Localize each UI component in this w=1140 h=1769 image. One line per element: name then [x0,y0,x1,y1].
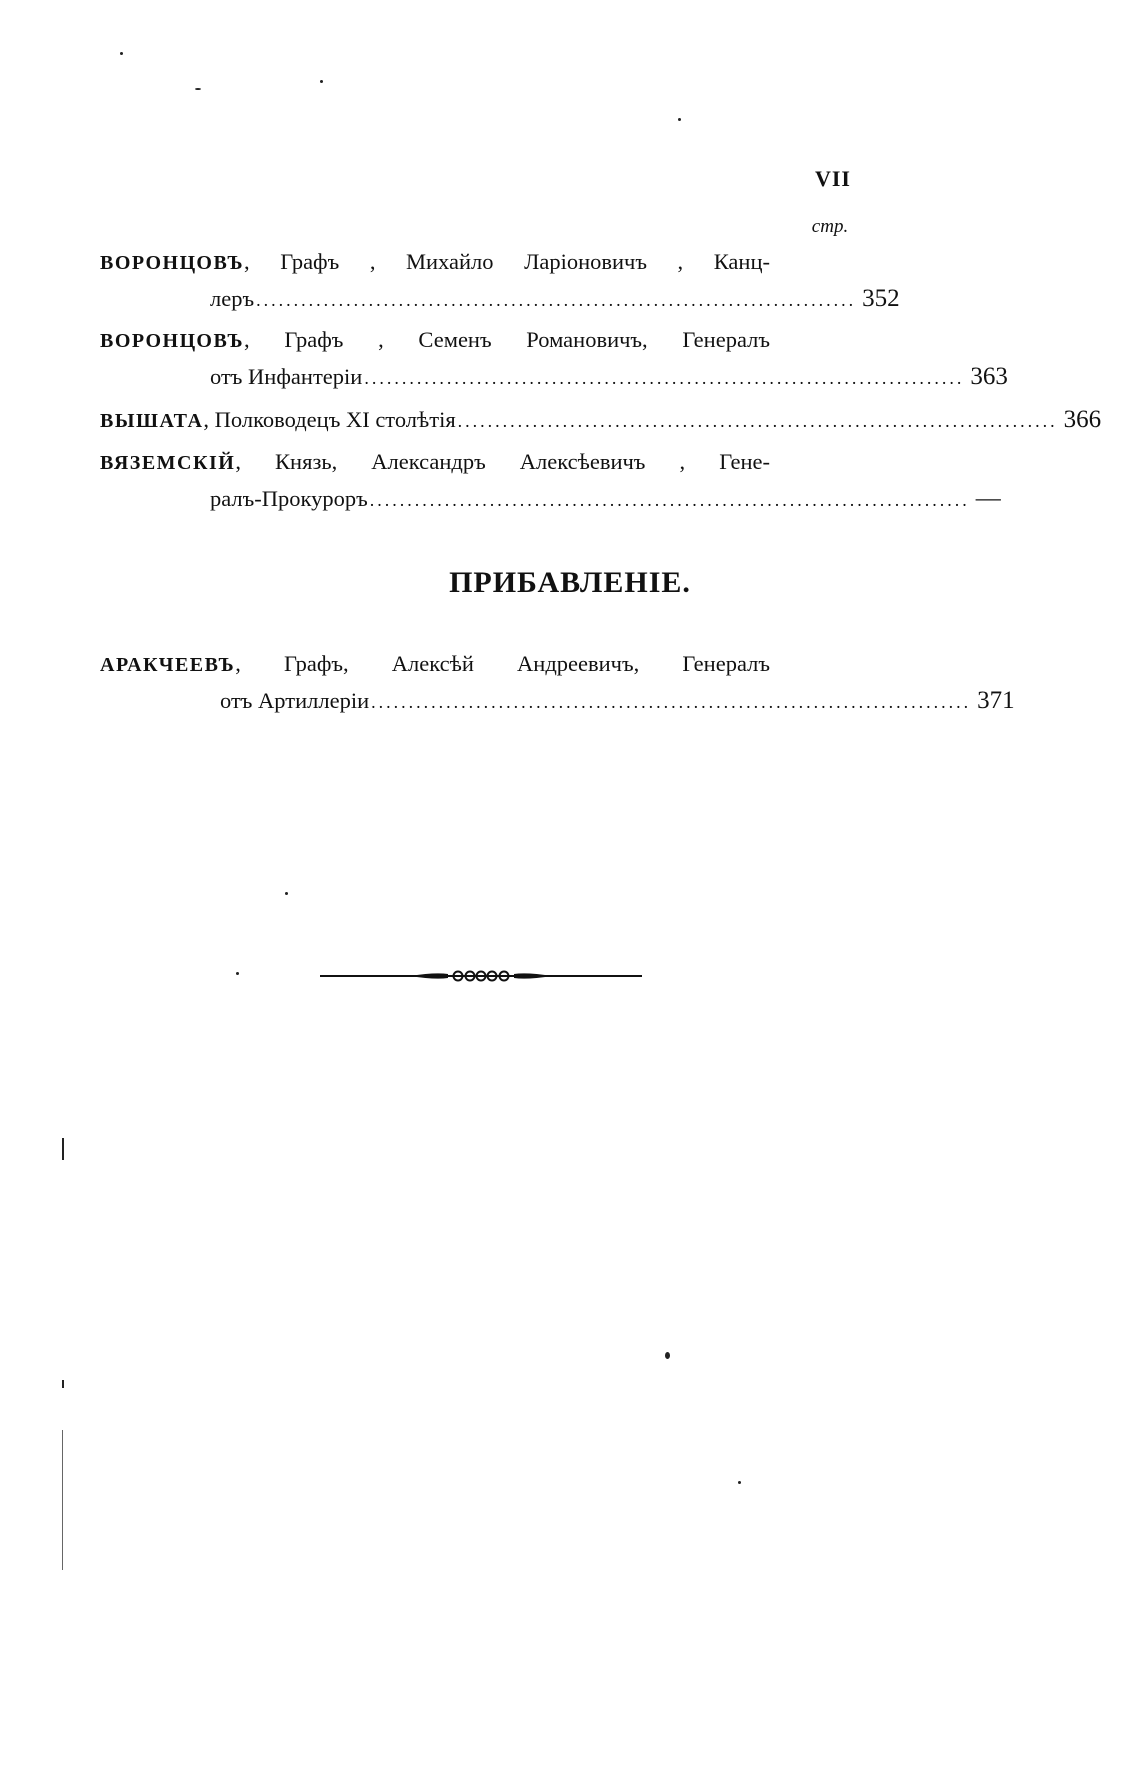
entry-continuation: отъ Артиллеріи [220,688,370,713]
scan-speck [738,1481,741,1484]
entry-name: ВОРОНЦОВЪ [100,252,245,274]
entry-description: , Графъ, Алексѣй Андреевичъ, Генералъ [235,651,770,676]
scan-speck [62,1380,64,1388]
entry-description: , Князь, Александръ Алексѣевичъ , Гене- [235,449,770,474]
scan-speck [285,892,288,895]
entry-page-number: 352 [862,285,900,312]
entry-page-number: 371 [977,687,1015,714]
scan-speck [665,1352,670,1359]
dot-leader: ................................................................................ [369,490,970,510]
scan-speck [236,972,239,975]
entry-description: , Графъ , Михайло Ларіоновичъ , Канц- [244,249,770,274]
entry-description: , Полководецъ XI столѣтія [203,407,456,432]
appendix-heading: ПРИБАВЛЕНІЕ. [449,566,691,599]
dot-leader: ................................................................................ [364,368,965,388]
entry-name: ВЯЗЕМСКІЙ [100,452,236,474]
scan-speck [62,1430,63,1570]
scan-speck [120,52,123,55]
entry-name: АРАКЧЕЕВЪ [100,654,236,676]
toc-entry [100,244,900,318]
dot-leader: ................................................................................ [457,411,1058,431]
entry-continuation: леръ [210,286,255,311]
scan-speck [62,1138,64,1160]
toc-entry [100,322,1008,396]
entry-name: ВОРОНЦОВЪ [100,330,245,352]
dot-leader: ................................................................................ [256,290,857,310]
scan-speck [678,118,681,121]
page-column-label: стр. [811,216,849,237]
entry-continuation: отъ Инфантеріи [210,364,363,389]
page-number: VII [814,166,851,191]
ornamental-divider [320,968,642,984]
toc-entry [100,646,1015,720]
scan-speck [195,88,201,90]
entry-page-number: — [975,485,1001,512]
entry-description: , Графъ , Семенъ Романовичъ, Генералъ [244,327,770,352]
entry-name: ВЫШАТА [100,410,204,432]
scan-speck [320,80,323,83]
entry-continuation: ралъ-Прокуроръ [210,486,368,511]
entry-page-number: 363 [970,363,1008,390]
entry-page-number: 366 [1063,406,1102,433]
dot-leader: ................................................................................ [371,692,972,712]
toc-entry [100,402,1102,439]
toc-entry [100,444,1001,518]
